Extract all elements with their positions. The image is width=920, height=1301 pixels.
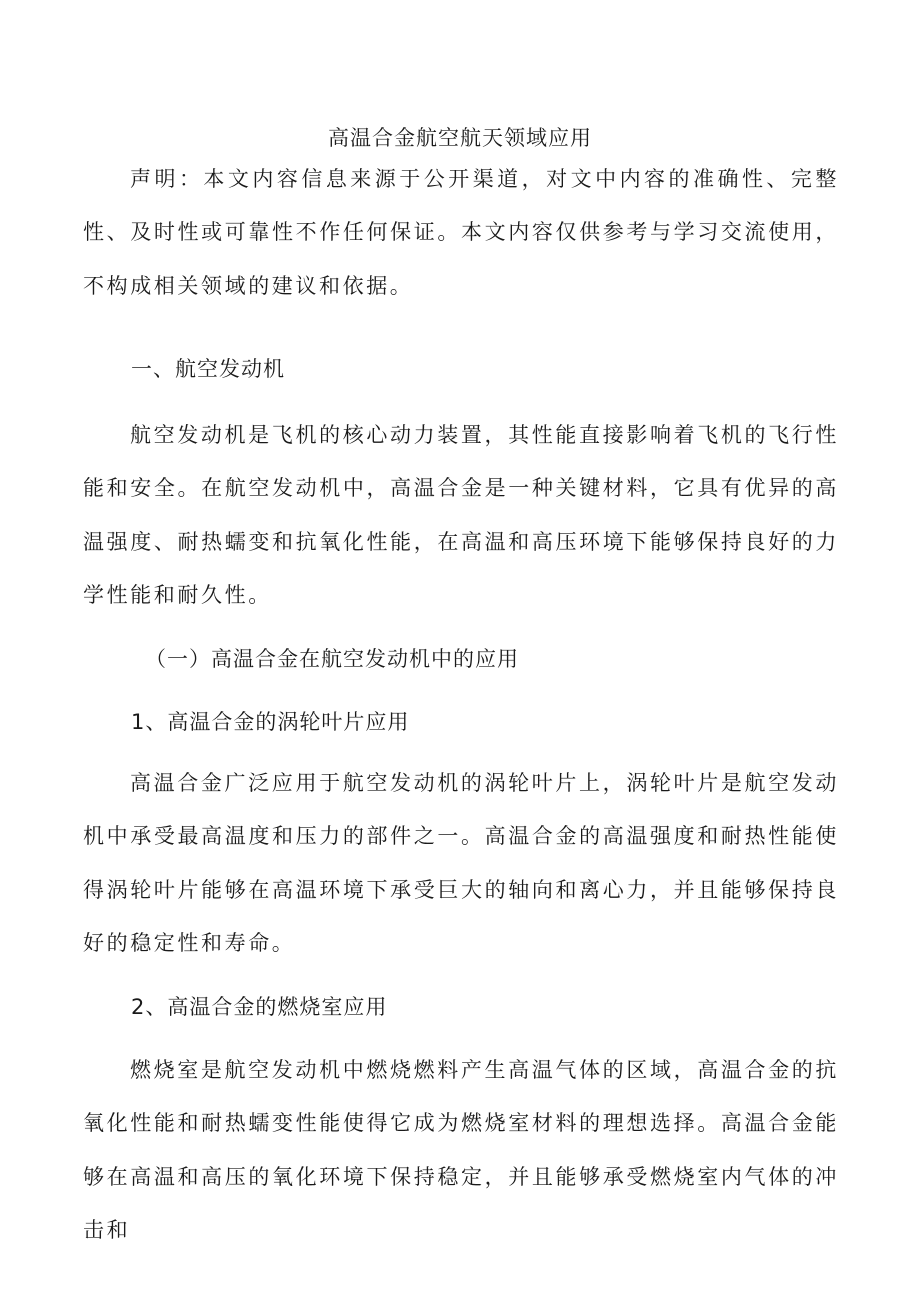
document-title: 高温合金航空航天领域应用 — [328, 126, 592, 150]
turbine-blade-paragraph: 高温合金广泛应用于航空发动机的涡轮叶片上，涡轮叶片是航空发动机中承受最高温度和压力的部件之一。高温合金的高温强度和耐热性能使得涡轮叶片能够在高温环境下承受巨大的轴向和离心力，并且能够保持良好的稳定性和寿命。 — [83, 771, 839, 956]
section-intro-paragraph: 航空发动机是飞机的核心动力装置，其性能直接影响着飞机的飞行性能和安全。在航空发动机中，高温合金是一种关键材料，它具有优异的高温强度、耐热蠕变和抗氧化性能，在高温和高压环境下能够保持良好的力学性能和耐久性。 — [83, 423, 839, 608]
item-heading-combustor: 2、高温合金的燃烧室应用 — [131, 995, 388, 1019]
item-heading-turbine-blade: 1、高温合金的涡轮叶片应用 — [131, 710, 410, 734]
subsection-heading: （一）高温合金在航空发动机中的应用 — [145, 647, 519, 671]
disclaimer-paragraph: 声明：本文内容信息来源于公开渠道，对文中内容的准确性、完整性、及时性或可靠性不作任何保证。本文内容仅供参考与学习交流使用，不构成相关领域的建议和依据。 — [83, 167, 839, 298]
section-heading: 一、航空发动机 — [131, 357, 285, 381]
combustor-paragraph: 燃烧室是航空发动机中燃烧燃料产生高温气体的区域，高温合金的抗氧化性能和耐热蠕变性能使得它成为燃烧室材料的理想选择。高温合金能够在高温和高压的氧化环境下保持稳定，并且能够承受燃烧室内气体的冲击和 — [83, 1058, 839, 1243]
